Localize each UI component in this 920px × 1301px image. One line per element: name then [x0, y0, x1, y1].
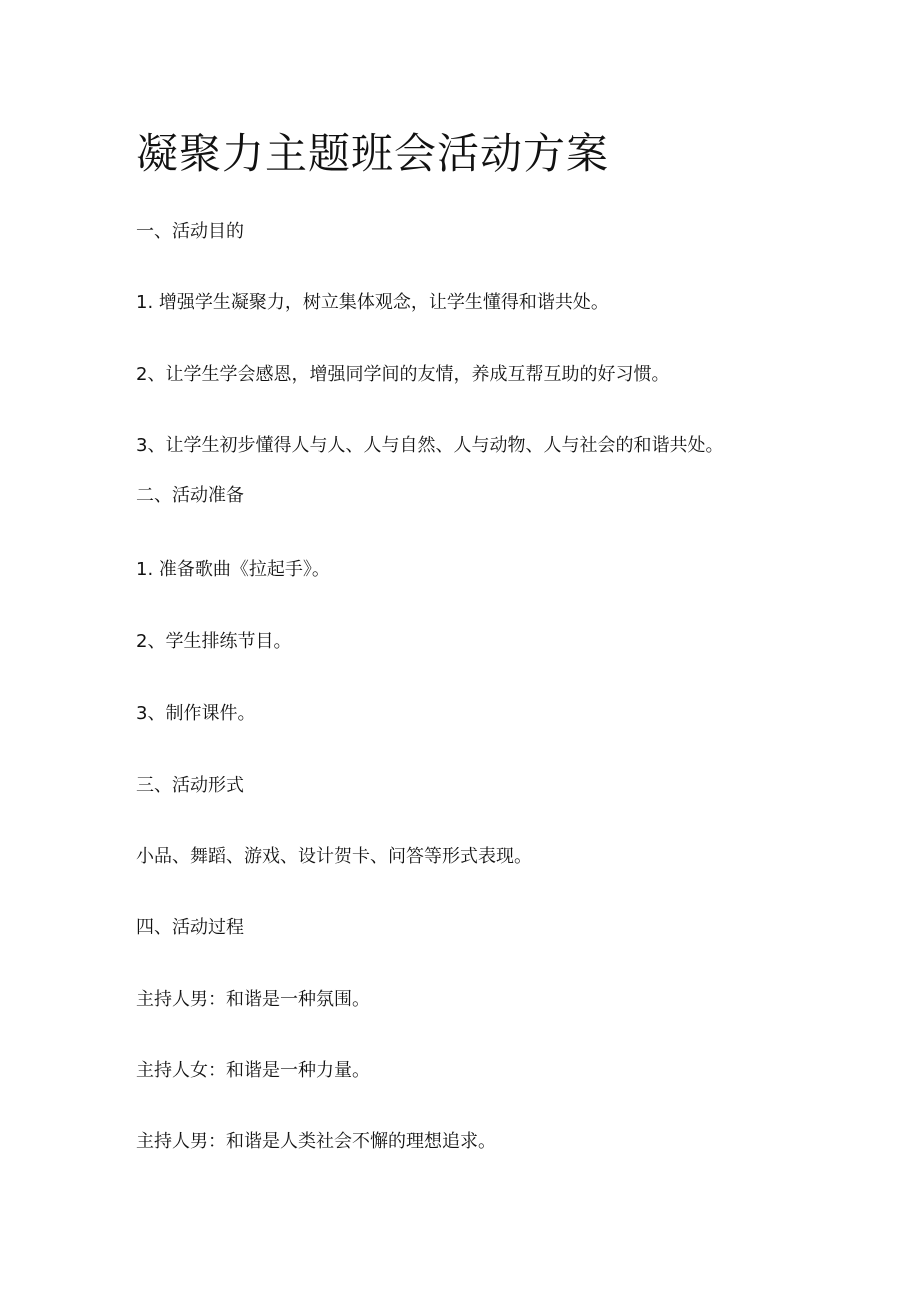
host-line-1: 主持人男：和谐是一种氛围。	[136, 989, 370, 1010]
section-heading-process: 四、活动过程	[136, 917, 244, 938]
preparation-item-2: 2、学生排练节目。	[136, 631, 292, 652]
section-heading-purpose: 一、活动目的	[136, 221, 244, 242]
preparation-item-1: 1. 准备歌曲《拉起手》。	[136, 559, 330, 580]
section-heading-form: 三、活动形式	[136, 775, 244, 796]
preparation-item-3: 3、制作课件。	[136, 703, 256, 724]
document-title: 凝聚力主题班会活动方案	[136, 129, 610, 178]
purpose-item-2: 2、让学生学会感恩，增强同学间的友情，养成互帮互助的好习惯。	[136, 364, 670, 385]
section-heading-preparation: 二、活动准备	[136, 485, 244, 506]
host-line-2: 主持人女：和谐是一种力量。	[136, 1060, 370, 1081]
purpose-item-3: 3、让学生初步懂得人与人、人与自然、人与动物、人与社会的和谐共处。	[136, 435, 724, 456]
host-line-3: 主持人男：和谐是人类社会不懈的理想追求。	[136, 1131, 496, 1152]
form-description: 小品、舞蹈、游戏、设计贺卡、问答等形式表现。	[136, 846, 532, 867]
purpose-item-1: 1. 增强学生凝聚力，树立集体观念，让学生懂得和谐共处。	[136, 292, 609, 313]
